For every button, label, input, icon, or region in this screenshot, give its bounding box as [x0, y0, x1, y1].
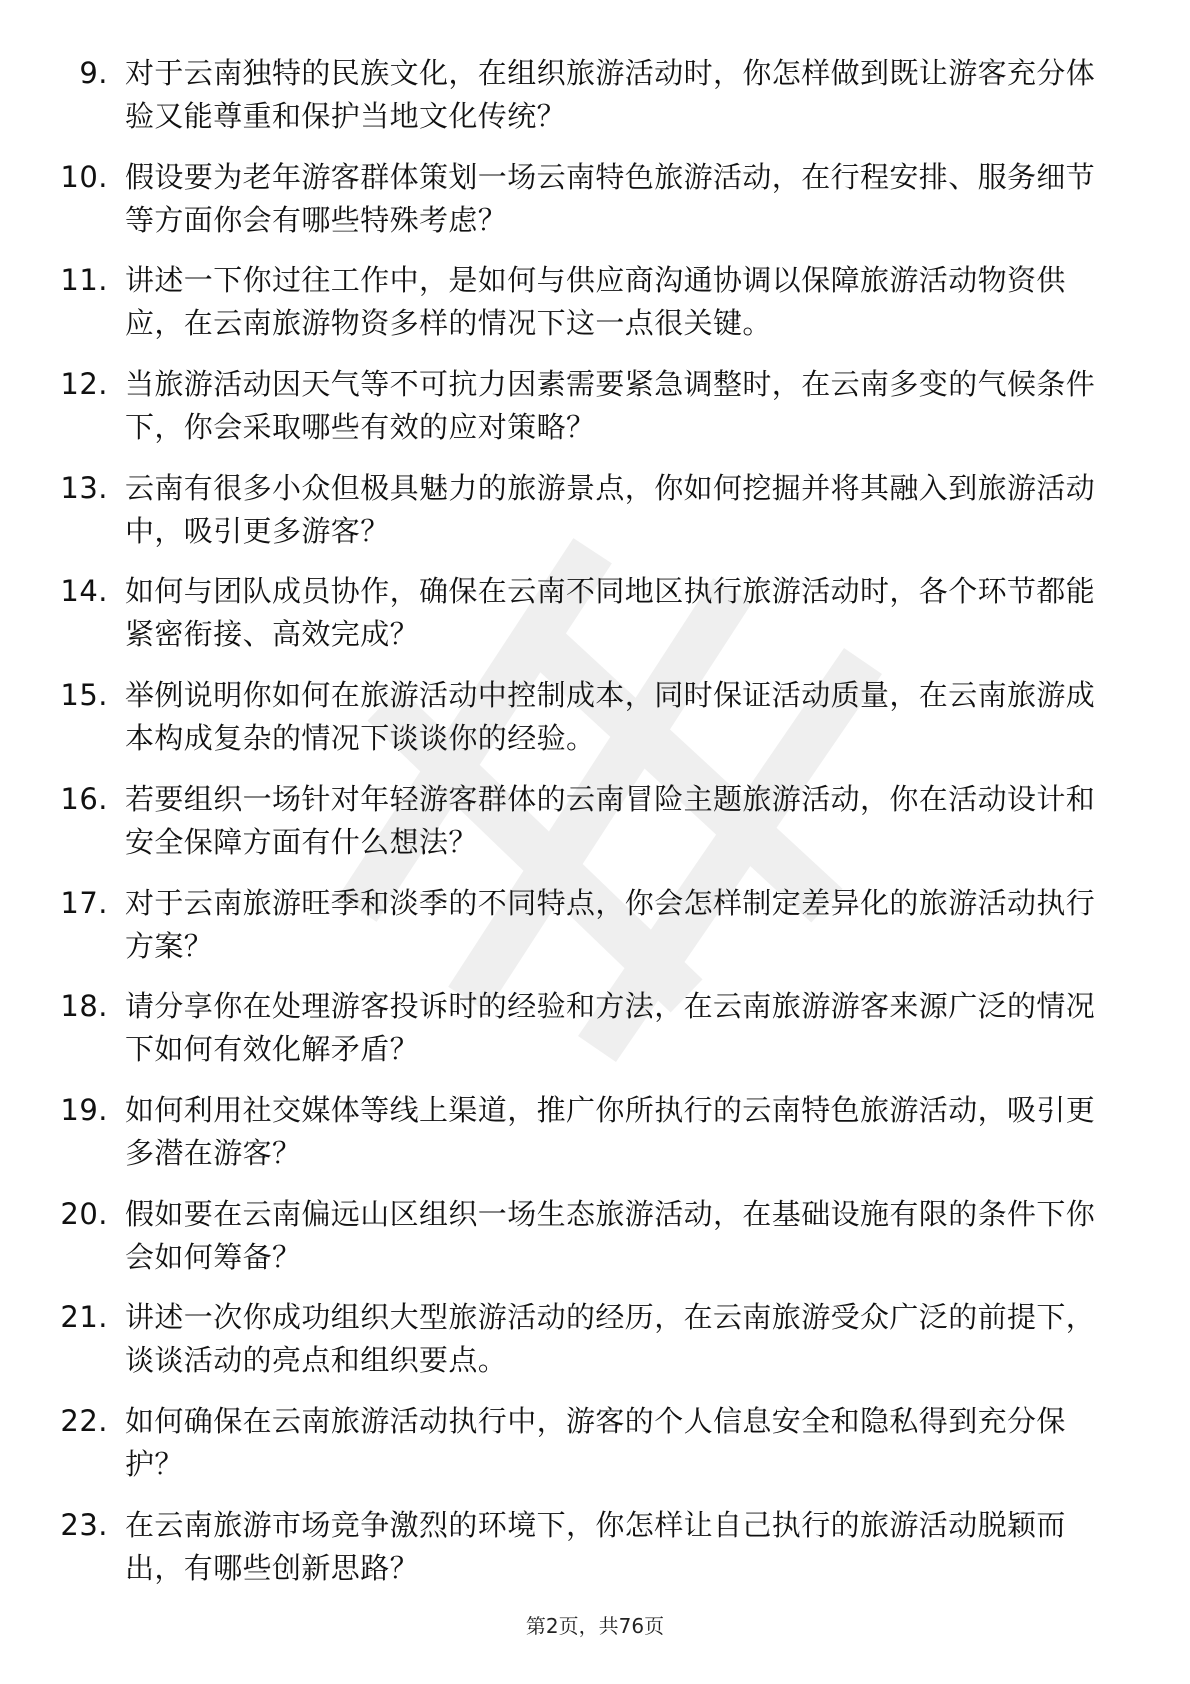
question-text: 对于云南独特的民族文化，在组织旅游活动时，你怎样做到既让游客充分体验又能尊重和保护当地文化传统？: [125, 56, 1096, 133]
question-item-23: [0, 1504, 1190, 1590]
question-number: 19.: [60, 1092, 108, 1127]
question-number: 21.: [60, 1300, 108, 1335]
question-text: 讲述一次你成功组织大型旅游活动的经历，在云南旅游受众广泛的前提下，谈谈活动的亮点和组织要点。: [125, 1300, 1096, 1378]
question-number: 12.: [60, 367, 108, 402]
question-number: 17.: [60, 885, 108, 920]
question-item-12: [0, 363, 1190, 449]
question-item-9: [0, 52, 1190, 138]
question-item-17: [0, 882, 1190, 968]
question-text: 当旅游活动因天气等不可抗力因素需要紧急调整时，在云南多变的气候条件下，你会采取哪些有效的应对策略？: [125, 367, 1096, 445]
question-number: 20.: [60, 1196, 108, 1231]
question-number: 14.: [60, 574, 108, 609]
question-text: 在云南旅游市场竞争激烈的环境下，你怎样让自己执行的旅游活动脱颖而出，有哪些创新思路？: [125, 1507, 1066, 1585]
question-text: 如何利用社交媒体等线上渠道，推广你所执行的云南特色旅游活动，吸引更多潜在游客？: [125, 1092, 1096, 1170]
question-item-15: [0, 674, 1190, 760]
question-number: 22.: [60, 1403, 108, 1438]
question-text: 云南有很多小众但极具魅力的旅游景点，你如何挖掘并将其融入到旅游活动中，吸引更多游客？: [125, 470, 1096, 548]
question-text: 假设要为老年游客群体策划一场云南特色旅游活动，在行程安排、服务细节等方面你会有哪些特殊考虑？: [125, 159, 1096, 237]
question-number: 9.: [79, 56, 108, 90]
question-item-22: [0, 1400, 1190, 1486]
question-item-19: [0, 1089, 1190, 1175]
question-item-20: [0, 1193, 1190, 1279]
question-number: 18.: [60, 989, 108, 1024]
question-number: 10.: [60, 159, 108, 194]
question-text: 若要组织一场针对年轻游客群体的云南冒险主题旅游活动，你在活动设计和安全保障方面有什么想法？: [125, 781, 1096, 859]
question-item-14: [0, 570, 1190, 656]
question-text: 请分享你在处理游客投诉时的经验和方法，在云南旅游游客来源广泛的情况下如何有效化解矛盾？: [125, 989, 1096, 1067]
question-number: 23.: [60, 1507, 108, 1542]
question-item-21: [0, 1296, 1190, 1382]
question-text: 讲述一下你过往工作中，是如何与供应商沟通协调以保障旅游活动物资供应，在云南旅游物资多样的情况下这一点很关键。: [125, 263, 1066, 341]
question-item-18: [0, 985, 1190, 1071]
question-number: 15.: [60, 678, 108, 713]
question-text: 如何确保在云南旅游活动执行中，游客的个人信息安全和隐私得到充分保护？: [125, 1403, 1066, 1481]
question-number: 13.: [60, 470, 108, 505]
question-text: 对于云南旅游旺季和淡季的不同特点，你会怎样制定差异化的旅游活动执行方案？: [125, 885, 1096, 963]
question-number: 11.: [60, 263, 108, 298]
question-text: 如何与团队成员协作，确保在云南不同地区执行旅游活动时，各个环节都能紧密衔接、高效完成？: [125, 574, 1096, 652]
question-item-10: [0, 156, 1190, 242]
question-text: 假如要在云南偏远山区组织一场生态旅游活动，在基础设施有限的条件下你会如何筹备？: [125, 1196, 1096, 1274]
question-item-16: [0, 778, 1190, 864]
question-text: 举例说明你如何在旅游活动中控制成本，同时保证活动质量，在云南旅游成本构成复杂的情况下谈谈你的经验。: [125, 678, 1096, 756]
question-list: [0, 52, 1190, 1607]
page-footer: 第2页，共76页: [525, 1614, 665, 1638]
question-item-11: [0, 259, 1190, 345]
question-item-13: [0, 467, 1190, 553]
question-number: 16.: [60, 781, 108, 816]
